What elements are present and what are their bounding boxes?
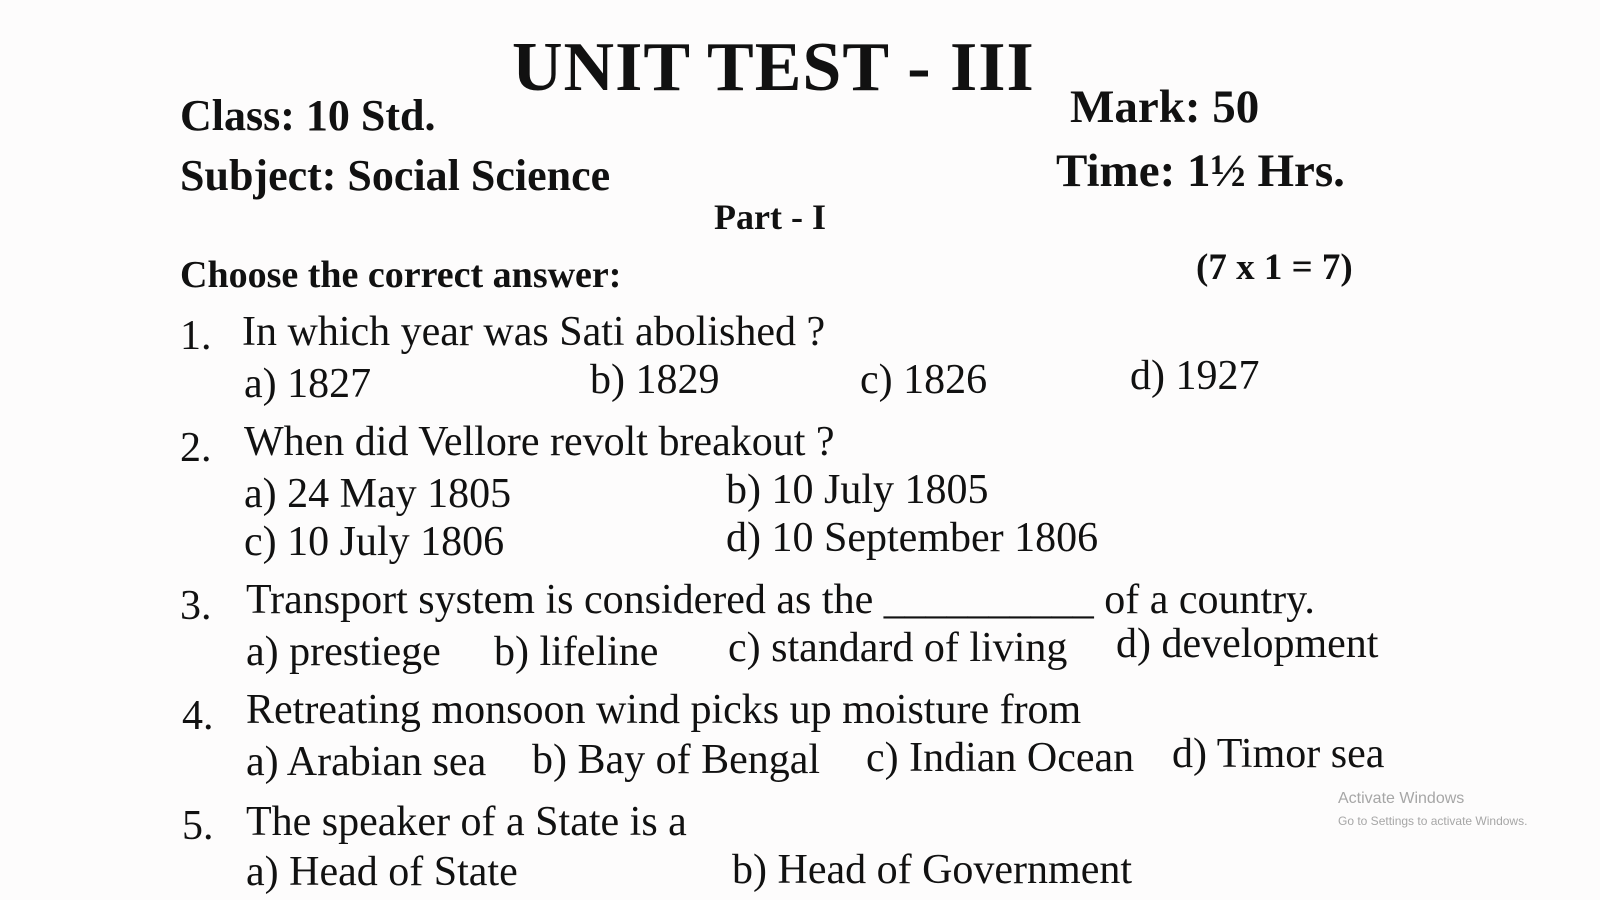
class-label: Class: 10 Std.	[180, 91, 436, 140]
activate-windows-watermark: Activate Windows	[1338, 790, 1465, 807]
answer-option: c) Indian Ocean	[866, 735, 1135, 781]
answer-option: d) development	[1116, 621, 1379, 667]
answer-option: a) 1827	[244, 361, 372, 407]
instruction-text: Choose the correct answer:	[180, 254, 622, 296]
marks-scheme: (7 x 1 = 7)	[1196, 247, 1353, 288]
question-text: The speaker of a State is a	[246, 799, 687, 845]
answer-option: b) 1829	[590, 357, 720, 403]
answer-option: c) standard of living	[728, 625, 1068, 671]
question-number: 2.	[180, 425, 212, 471]
question-number: 5.	[182, 803, 214, 849]
answer-option: c) 10 July 1806	[244, 519, 505, 565]
answer-option: a) Head of State	[246, 849, 518, 895]
answer-option: b) lifeline	[494, 629, 659, 675]
question-text: Retreating monsoon wind picks up moisture from	[246, 687, 1082, 733]
time-label: Time: 1½ Hrs.	[1056, 145, 1345, 197]
answer-option: a) prestiege	[246, 629, 441, 675]
activate-windows-subtitle: Go to Settings to activate Windows.	[1338, 814, 1528, 828]
subject-label: Subject: Social Science	[180, 151, 611, 200]
question-number: 3.	[180, 583, 212, 629]
question-text: Transport system is considered as the __________ of a country.	[246, 577, 1315, 623]
question-number: 4.	[182, 693, 214, 739]
mark-label: Mark: 50	[1070, 81, 1260, 133]
question-text: When did Vellore revolt breakout ?	[244, 419, 835, 465]
question-number: 1.	[180, 313, 212, 359]
part-heading: Part - I	[714, 197, 826, 237]
answer-option: d) 10 September 1806	[726, 515, 1099, 561]
answer-option: c) 1826	[860, 357, 988, 403]
answer-option: b) 10 July 1805	[726, 467, 989, 513]
answer-option: d) 1927	[1130, 353, 1260, 399]
answer-option: a) Arabian sea	[246, 739, 487, 785]
answer-option: b) Bay of Bengal	[532, 737, 821, 783]
answer-option: a) 24 May 1805	[244, 471, 512, 517]
question-text: In which year was Sati abolished ?	[242, 309, 826, 355]
answer-option: b) Head of Government	[732, 847, 1133, 893]
answer-option: d) Timor sea	[1172, 731, 1385, 777]
page-title: UNIT TEST - III	[512, 29, 1035, 106]
